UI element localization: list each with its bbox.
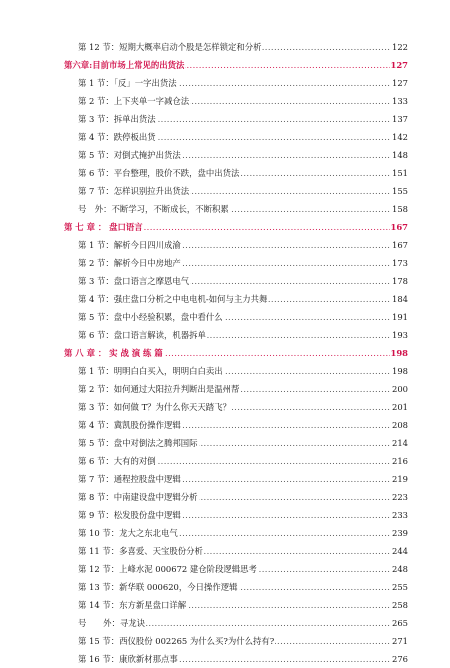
toc-page-number: 191 [391,308,408,326]
toc-entry-title: 第 16 节：康欣新材那点事 [78,650,179,668]
toc-entry-title: 第 3 节：如何做 T？为什么你天天踏飞？ [78,398,232,416]
toc-section-entry[interactable] [0,524,450,542]
toc-page-number: 201 [391,398,408,416]
toc-section-entry[interactable] [0,578,450,596]
toc-page-number: 158 [391,200,408,218]
toc-section-entry[interactable] [0,308,450,326]
toc-page-number: 148 [391,146,408,164]
toc-entry-title: 第 4 节：强庄盘口分析之中电电机-如何与主力共舞 [78,290,268,308]
toc-entry-title: 第 2 节：上下夹单一字减仓法 [78,92,190,110]
toc-entry-title: 号 外：不断学习，不断成长，不断积累 [78,200,230,218]
toc-page-number: 214 [391,434,408,452]
toc-page-number: 219 [391,470,408,488]
toc-entry-title: 第 1 节：「反」一字出货法 [78,74,178,92]
toc-entry-title: 第 2 节：如何通过大阳拉升判断出是温州帮 [78,380,240,398]
toc-page-number: 248 [391,560,408,578]
toc-section-entry[interactable] [0,488,450,506]
toc-page-number: 198 [391,362,408,380]
toc-entry-title: 第 4 节：跌停板出货 [78,128,157,146]
table-of-contents [0,38,450,668]
toc-section-entry[interactable] [0,110,450,128]
toc-page-number: 271 [391,632,408,650]
toc-entry-title: 第 6 节：平台整理，股价不跌，盘中出货法 [78,164,240,182]
toc-entry-title: 第 5 节：盘中对倒法之腾邦国际 [78,434,199,452]
toc-entry-title: 第 6 节：大有的对倒 [78,452,157,470]
toc-section-entry[interactable] [0,128,450,146]
toc-section-entry[interactable] [0,182,450,200]
toc-entry-title: 第 5 节：对倒式掩护出货法 [78,146,182,164]
toc-page-number: 127 [390,56,408,74]
toc-section-entry[interactable] [0,452,450,470]
toc-page-number: 198 [390,344,408,362]
toc-page-number: 122 [391,38,408,56]
toc-entry-title: 第 七 章 ： 盘口语言 [64,218,144,236]
toc-entry-title: 第 12 节：短期大概率启动个股是怎样锁定和分析 [78,38,262,56]
toc-entry-title: 第 7 节：通程控股盘中逻辑 [78,470,182,488]
toc-section-entry[interactable] [0,398,450,416]
toc-section-entry[interactable] [0,614,450,632]
toc-section-entry[interactable] [0,542,450,560]
toc-chapter-entry[interactable] [0,344,450,362]
toc-entry-title: 第 11 节：多喜爱、天宝股份分析 [78,542,204,560]
toc-entry-title: 第 2 节：解析今日中房地产 [78,254,182,272]
toc-entry-title: 第 7 节：怎样识别拉升出货法 [78,182,190,200]
toc-chapter-entry[interactable] [0,218,450,236]
toc-page-number: 193 [391,326,408,344]
toc-entry-title: 第 9 节：松发股份盘中逻辑 [78,506,182,524]
toc-section-entry[interactable] [0,506,450,524]
toc-section-entry[interactable] [0,146,450,164]
toc-page-number: 142 [391,128,408,146]
toc-entry-title: 第 14 节：东方新星盘口详解 [78,596,187,614]
toc-section-entry[interactable] [0,164,450,182]
toc-section-entry[interactable] [0,632,450,650]
toc-section-entry[interactable] [0,380,450,398]
toc-section-entry[interactable] [0,470,450,488]
toc-page-number: 233 [391,506,408,524]
toc-entry-title: 第 10 节：龙大之东北电气 [78,524,179,542]
toc-entry-title: 第 15 节：西仪股份 002265 为什么买?为什么持有? [78,632,275,650]
toc-page-number: 223 [391,488,408,506]
toc-page-number: 244 [391,542,408,560]
toc-section-entry[interactable] [0,326,450,344]
toc-section-entry[interactable] [0,290,450,308]
toc-entry-title: 第 8 节：中南建设盘中逻辑分析 [78,488,199,506]
toc-page-number: 239 [391,524,408,542]
toc-page-number: 133 [391,92,408,110]
toc-entry-title: 第 1 节：解析今日四川成渝 [78,236,182,254]
toc-entry-title: 第 3 节：盘口语言之摩恩电气 [78,272,190,290]
toc-page-number: 173 [391,254,408,272]
toc-page-number: 167 [390,218,408,236]
toc-page-number: 167 [391,236,408,254]
toc-page-number: 208 [391,416,408,434]
toc-section-entry[interactable] [0,92,450,110]
toc-section-entry[interactable] [0,200,450,218]
toc-page-number: 216 [391,452,408,470]
toc-section-entry[interactable] [0,596,450,614]
toc-entry-title: 第 4 节：冀凯股份操作逻辑 [78,416,182,434]
toc-section-entry[interactable] [0,74,450,92]
toc-section-entry[interactable] [0,560,450,578]
toc-page-number: 276 [391,650,408,668]
toc-page-number: 255 [391,578,408,596]
toc-entry-title: 第 5 节：盘中小经验积累，盘中看什么 [78,308,224,326]
toc-page-number: 200 [391,380,408,398]
toc-section-entry[interactable] [0,362,450,380]
toc-section-entry[interactable] [0,416,450,434]
toc-entry-title: 第 6 节：盘口语言解读，机器拆单 [78,326,207,344]
toc-entry-title: 第 1 节：明明白白买入，明明白白卖出 [78,362,224,380]
toc-entry-title: 第 12 节：上峰水泥 000672 建仓阶段逻辑思考 [78,560,258,578]
toc-page-number: 155 [391,182,408,200]
toc-page-number: 137 [391,110,408,128]
toc-section-entry[interactable] [0,650,450,668]
toc-entry-title: 第 八 章 ： 实 战 演 练 篇 [64,344,164,362]
toc-entry-title: 第 3 节：拆单出货法 [78,110,157,128]
toc-section-entry[interactable] [0,254,450,272]
toc-page-number: 127 [391,74,408,92]
toc-entry-title: 第六章:目前市场上常见的出货法 [64,56,185,74]
toc-section-entry[interactable] [0,272,450,290]
toc-section-entry[interactable] [0,38,450,56]
toc-section-entry[interactable] [0,434,450,452]
toc-section-entry[interactable] [0,236,450,254]
toc-page-number: 178 [391,272,408,290]
toc-chapter-entry[interactable] [0,56,450,74]
toc-page-number: 151 [391,164,408,182]
toc-page-number: 265 [391,614,408,632]
toc-page-number: 184 [391,290,408,308]
toc-entry-title: 第 13 节：新华联 000620，今日操作逻辑 [78,578,239,596]
toc-page-number: 258 [391,596,408,614]
toc-entry-title: 号 外：寻龙诀 [78,614,146,632]
